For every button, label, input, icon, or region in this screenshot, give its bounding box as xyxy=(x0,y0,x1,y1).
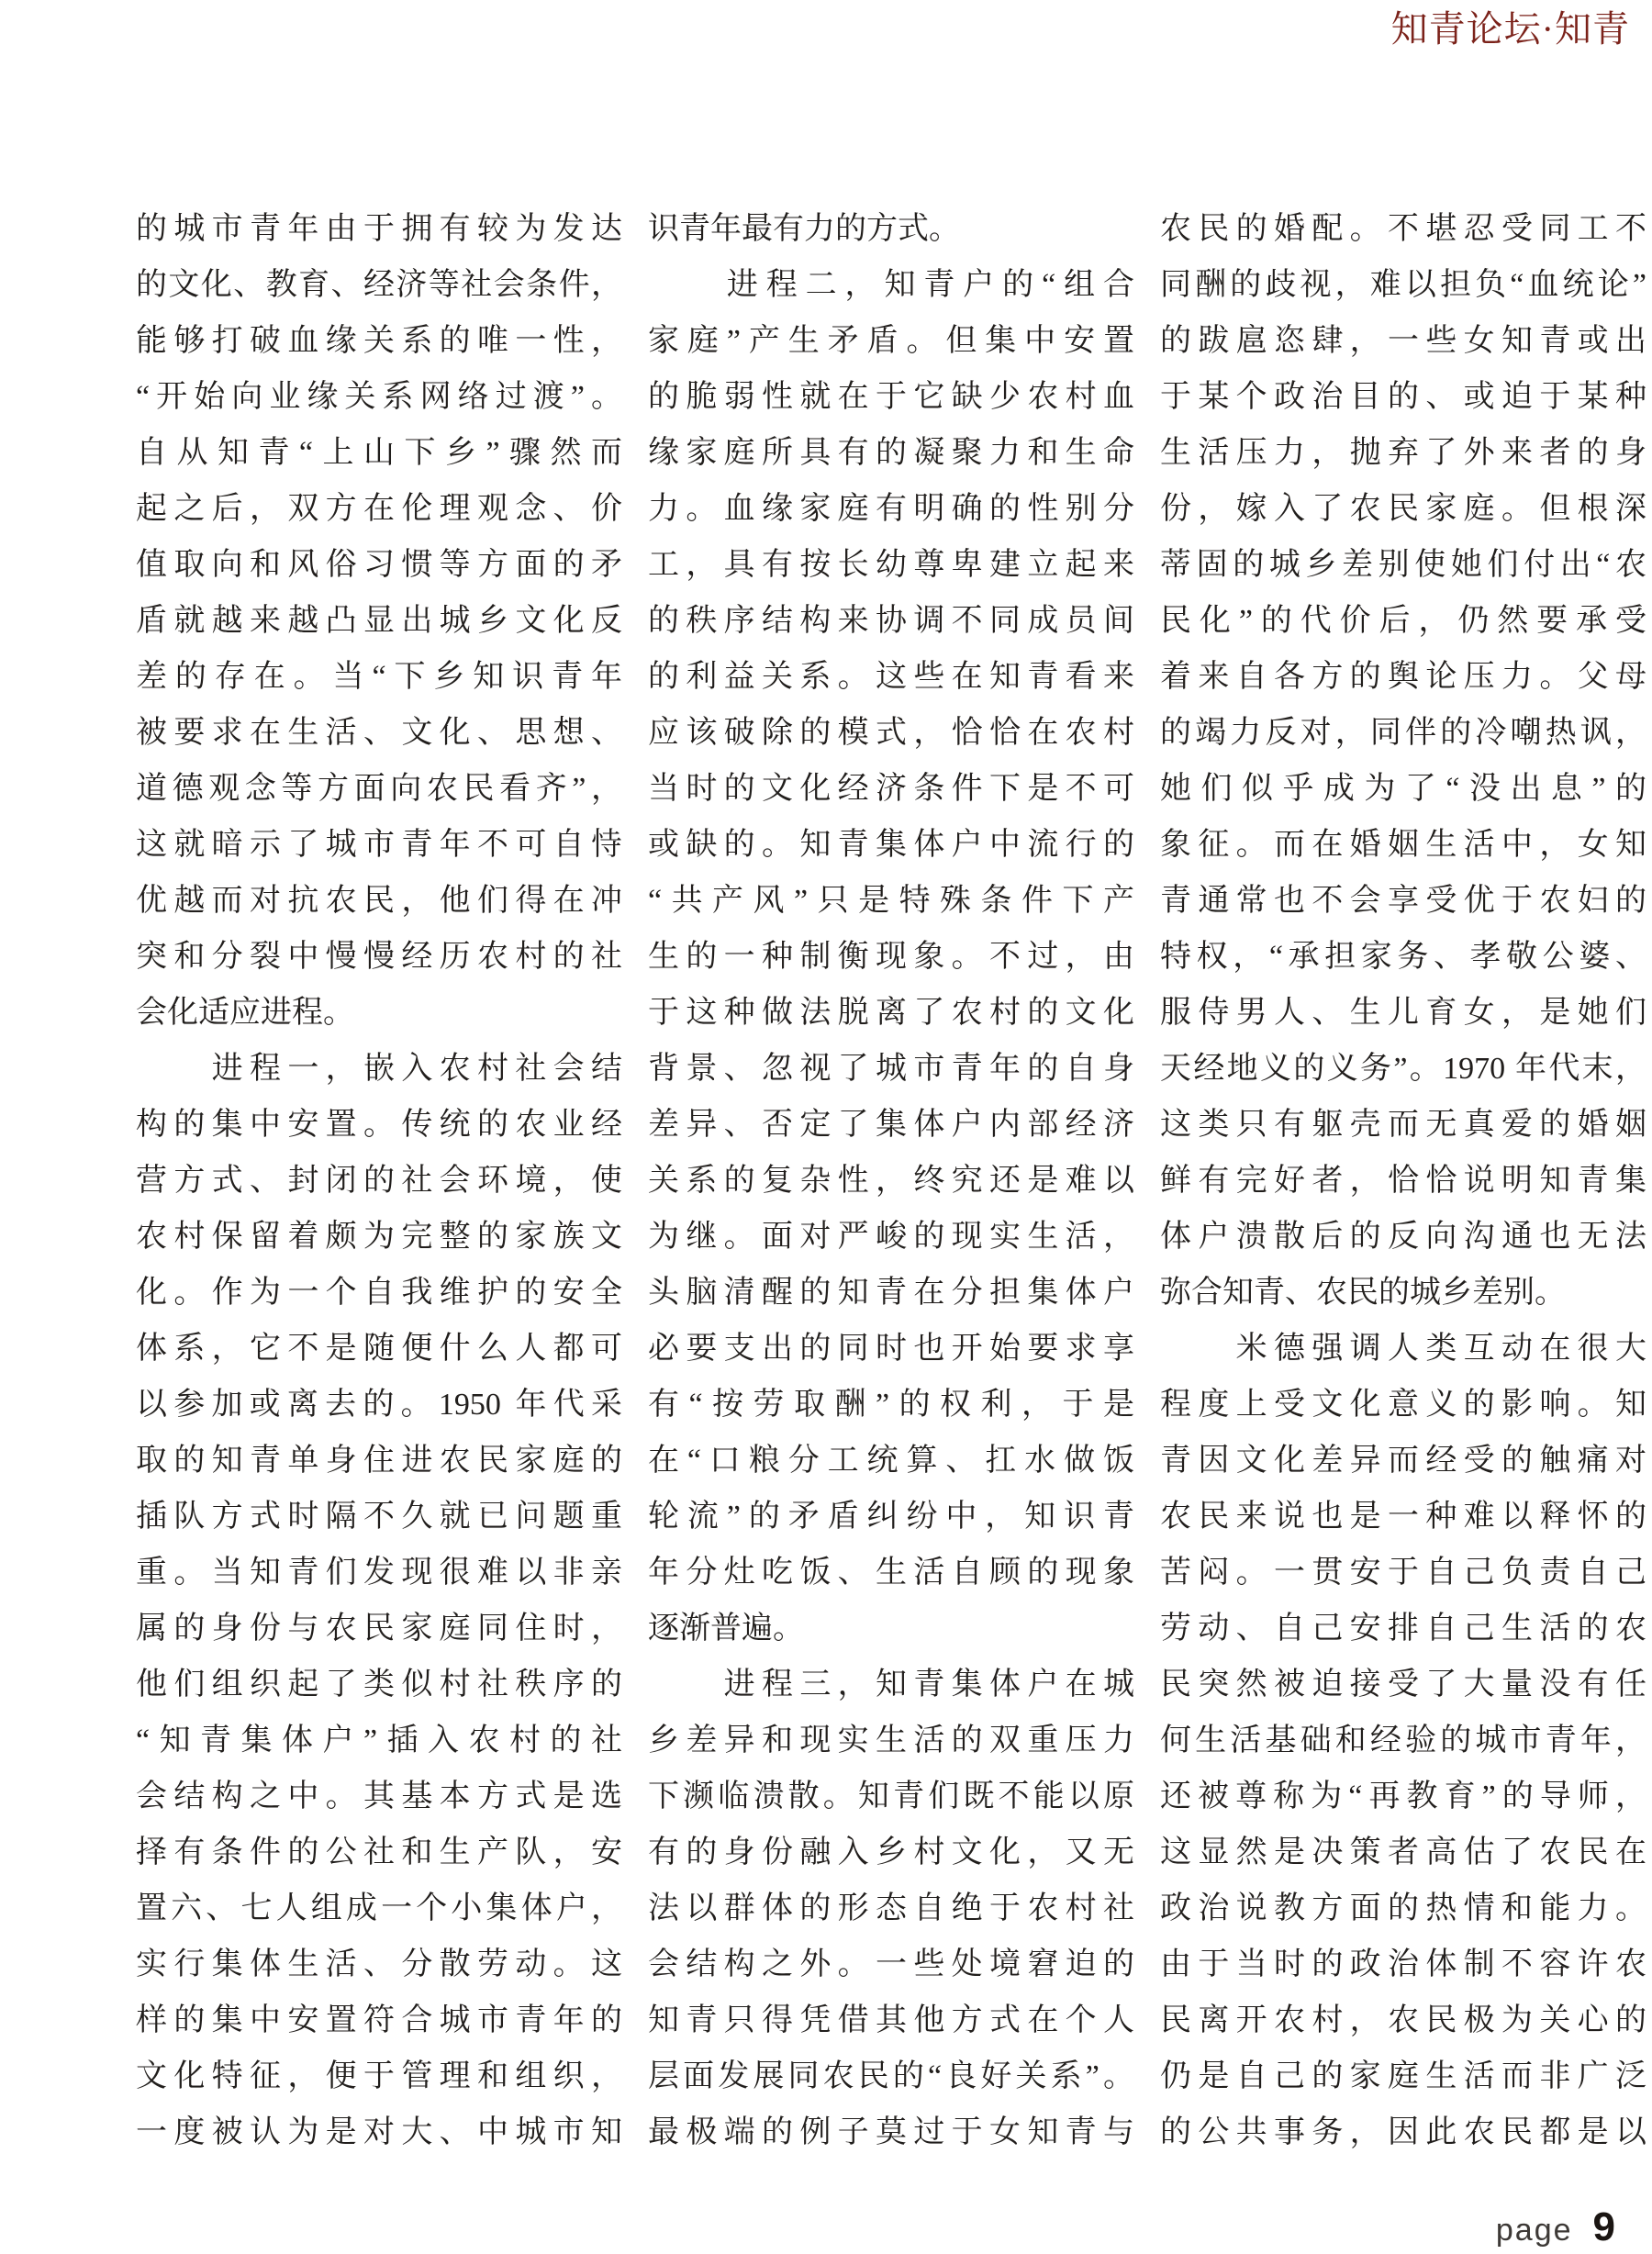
text-line: 属的身份与农民家庭同住时， xyxy=(136,1612,622,1646)
text-line: 必要支出的同时也开始要求享 xyxy=(648,1332,1134,1366)
text-line: 力。血缘家庭有明确的性别分 xyxy=(648,492,1134,526)
text-line: 民离开农村，农民极为关心的 xyxy=(1160,2003,1646,2037)
text-column-3 xyxy=(1160,201,1646,2160)
text-line: 象征。而在婚姻生活中，女知 xyxy=(1160,828,1646,862)
text-line: 下濒临溃散。知青们既不能以原 xyxy=(648,1780,1134,1813)
text-line: 乡差异和现实生活的双重压力 xyxy=(648,1724,1134,1757)
text-line: 家庭”产生矛盾。但集中安置 xyxy=(648,324,1134,358)
text-line: 应该破除的模式，恰恰在农村 xyxy=(648,716,1134,750)
text-line: 于这种做法脱离了农村的文化 xyxy=(648,996,1134,1030)
text-line: 差异、否定了集体户内部经济 xyxy=(648,1108,1134,1142)
text-line: 置六、七人组成一个小集体户， xyxy=(136,1891,622,1925)
text-line: 蒂固的城乡差别使她们付出“农 xyxy=(1160,548,1646,582)
text-line: 弥合知青、农民的城乡差别。 xyxy=(1160,1276,1566,1310)
text-line: 于某个政治目的、或迫于某种 xyxy=(1160,380,1646,414)
text-line: 缘家庭所具有的凝聚力和生命 xyxy=(648,436,1134,470)
text-line: 进程二，知青户的“组合 xyxy=(648,268,1134,302)
text-line: 择有条件的公社和生产队，安 xyxy=(136,1836,622,1869)
text-line: 被要求在生活、文化、思想、 xyxy=(136,716,622,750)
text-line: 会化适应进程。 xyxy=(136,996,354,1030)
text-line: 的跋扈恣肆，一些女知青或出 xyxy=(1160,324,1646,358)
text-line: 着来自各方的舆论压力。父母 xyxy=(1160,660,1646,694)
text-line: 的脆弱性就在于它缺少农村血 xyxy=(648,380,1134,414)
text-line: 实行集体生活、分散劳动。这 xyxy=(136,1947,622,1981)
text-line: 以参加或离去的。1950 年代采 xyxy=(136,1388,622,1422)
text-line: 同酬的歧视，难以担负“血统论” xyxy=(1160,268,1646,302)
text-line: 插队方式时隔不久就已问题重 xyxy=(136,1500,622,1534)
text-line: 一度被认为是对大、中城市知 xyxy=(136,2115,622,2149)
text-line: 营方式、封闭的社会环境，使 xyxy=(136,1164,622,1198)
text-line: 服侍男人、生儿育女，是她们 xyxy=(1160,996,1646,1030)
text-line: 苦闷。一贯安于自己负责自己 xyxy=(1160,1556,1646,1590)
text-line: 重。当知青们发现很难以非亲 xyxy=(136,1556,622,1590)
text-line: 文化特征，便于管理和组织， xyxy=(136,2059,622,2093)
text-line: 最极端的例子莫过于女知青与 xyxy=(648,2115,1134,2149)
text-line: 有“按劳取酬”的权利，于是 xyxy=(648,1388,1134,1422)
text-line: 民化”的代价后，仍然要承受 xyxy=(1160,604,1646,638)
text-line: 知青只得凭借其他方式在个人 xyxy=(648,2003,1134,2037)
text-line: 逐渐普遍。 xyxy=(648,1612,804,1646)
text-line: 还被尊称为“再教育”的导师， xyxy=(1160,1780,1646,1813)
text-line: 程度上受文化意义的影响。知 xyxy=(1160,1388,1646,1422)
text-line: 背景、忽视了城市青年的自身 xyxy=(648,1052,1134,1086)
text-line: 年分灶吃饭、生活自顾的现象 xyxy=(648,1556,1134,1590)
text-line: 这显然是决策者高估了农民在 xyxy=(1160,1836,1646,1869)
text-line: 政治说教方面的热情和能力。 xyxy=(1160,1891,1646,1925)
text-line: 值取向和风俗习惯等方面的矛 xyxy=(136,548,622,582)
text-line: 能够打破血缘关系的唯一性， xyxy=(136,324,622,358)
page-number: 9 xyxy=(1592,2204,1615,2249)
text-line: 生的一种制衡现象。不过，由 xyxy=(648,940,1134,974)
text-line: 样的集中安置符合城市青年的 xyxy=(136,2003,622,2037)
text-line: 构的集中安置。传统的农业经 xyxy=(136,1108,622,1142)
text-column-1 xyxy=(136,201,622,2160)
text-line: 道德观念等方面向农民看齐”， xyxy=(136,772,622,806)
text-line: 他们组织起了类似村社秩序的 xyxy=(136,1668,622,1702)
text-line: 轮流”的矛盾纠纷中，知识青 xyxy=(648,1500,1134,1534)
text-line: 特权，“承担家务、孝敬公婆、 xyxy=(1160,940,1646,974)
text-line: 何生活基础和经验的城市青年， xyxy=(1160,1724,1646,1757)
text-line: 会结构之中。其基本方式是选 xyxy=(136,1780,622,1813)
text-line: 优越而对抗农民，他们得在冲 xyxy=(136,884,622,918)
text-line: 的竭力反对，同伴的冷嘲热讽， xyxy=(1160,716,1646,750)
text-line: 由于当时的政治体制不容许农 xyxy=(1160,1947,1646,1981)
text-line: 鲜有完好者，恰恰说明知青集 xyxy=(1160,1164,1646,1198)
text-line: 份，嫁入了农民家庭。但根深 xyxy=(1160,492,1646,526)
text-line: 青通常也不会享受优于农妇的 xyxy=(1160,884,1646,918)
text-line: 的城市青年由于拥有较为发达 xyxy=(136,212,622,246)
text-line: 盾就越来越凸显出城乡文化反 xyxy=(136,604,622,638)
section-title: 知青论坛·知青 xyxy=(1390,8,1630,50)
text-line: 会结构之外。一些处境窘迫的 xyxy=(648,1947,1134,1981)
text-line: “知青集体户”插入农村的社 xyxy=(136,1724,622,1757)
text-line: 的秩序结构来协调不同成员间 xyxy=(648,604,1134,638)
text-line: 取的知青单身住进农民家庭的 xyxy=(136,1444,622,1478)
text-line: 体系，它不是随便什么人都可 xyxy=(136,1332,622,1366)
text-line: 或缺的。知青集体户中流行的 xyxy=(648,828,1134,862)
text-line: 的公共事务，因此农民都是以 xyxy=(1160,2115,1646,2149)
text-line: 突和分裂中慢慢经历农村的社 xyxy=(136,940,622,974)
text-line: “共产风”只是特殊条件下产 xyxy=(648,884,1134,918)
text-line: 进程三，知青集体户在城 xyxy=(648,1668,1134,1702)
text-line: 自从知青“上山下乡”骤然而 xyxy=(136,436,622,470)
page-footer xyxy=(1496,2204,1615,2250)
text-line: 当时的文化经济条件下是不可 xyxy=(648,772,1134,806)
text-line: 关系的复杂性，终究还是难以 xyxy=(648,1164,1134,1198)
text-line: 进程一，嵌入农村社会结 xyxy=(136,1052,622,1086)
text-line: 层面发展同农民的“良好关系”。 xyxy=(648,2059,1134,2093)
text-line: 劳动、自己安排自己生活的农 xyxy=(1160,1612,1646,1646)
text-line: “开始向业缘关系网络过渡”。 xyxy=(136,380,622,414)
text-line: 农民来说也是一种难以释怀的 xyxy=(1160,1500,1646,1534)
text-line: 体户溃散后的反向沟通也无法 xyxy=(1160,1220,1646,1254)
text-line: 她们似乎成为了“没出息”的 xyxy=(1160,772,1646,806)
text-line: 工，具有按长幼尊卑建立起来 xyxy=(648,548,1134,582)
text-line: 在“口粮分工统算、扛水做饭 xyxy=(648,1444,1134,1478)
text-line: 有的身份融入乡村文化，又无 xyxy=(648,1836,1134,1869)
text-line: 青因文化差异而经受的触痛对 xyxy=(1160,1444,1646,1478)
text-line: 农村保留着颇为完整的家族文 xyxy=(136,1220,622,1254)
text-line: 米德强调人类互动在很大 xyxy=(1160,1332,1646,1366)
text-column-2 xyxy=(648,201,1134,2160)
text-columns xyxy=(136,201,1646,2160)
text-line: 农民的婚配。不堪忍受同工不 xyxy=(1160,212,1646,246)
text-line: 天经地义的义务”。1970 年代末， xyxy=(1160,1052,1646,1086)
text-line: 差的存在。当“下乡知识青年 xyxy=(136,660,622,694)
text-line: 民突然被迫接受了大量没有任 xyxy=(1160,1668,1646,1702)
text-line: 这类只有躯壳而无真爱的婚姻 xyxy=(1160,1108,1646,1142)
text-line: 识青年最有力的方式。 xyxy=(648,212,960,246)
text-line: 头脑清醒的知青在分担集体户 xyxy=(648,1276,1134,1310)
text-line: 这就暗示了城市青年不可自恃 xyxy=(136,828,622,862)
text-line: 仍是自己的家庭生活而非广泛 xyxy=(1160,2059,1646,2093)
text-line: 的利益关系。这些在知青看来 xyxy=(648,660,1134,694)
text-line: 法以群体的形态自绝于农村社 xyxy=(648,1891,1134,1925)
text-line: 为继。面对严峻的现实生活， xyxy=(648,1220,1134,1254)
text-line: 化。作为一个自我维护的安全 xyxy=(136,1276,622,1310)
page-label: page xyxy=(1495,2213,1573,2248)
text-line: 起之后，双方在伦理观念、价 xyxy=(136,492,622,526)
text-line: 生活压力，抛弃了外来者的身 xyxy=(1160,436,1646,470)
text-line: 的文化、教育、经济等社会条件， xyxy=(136,268,622,302)
